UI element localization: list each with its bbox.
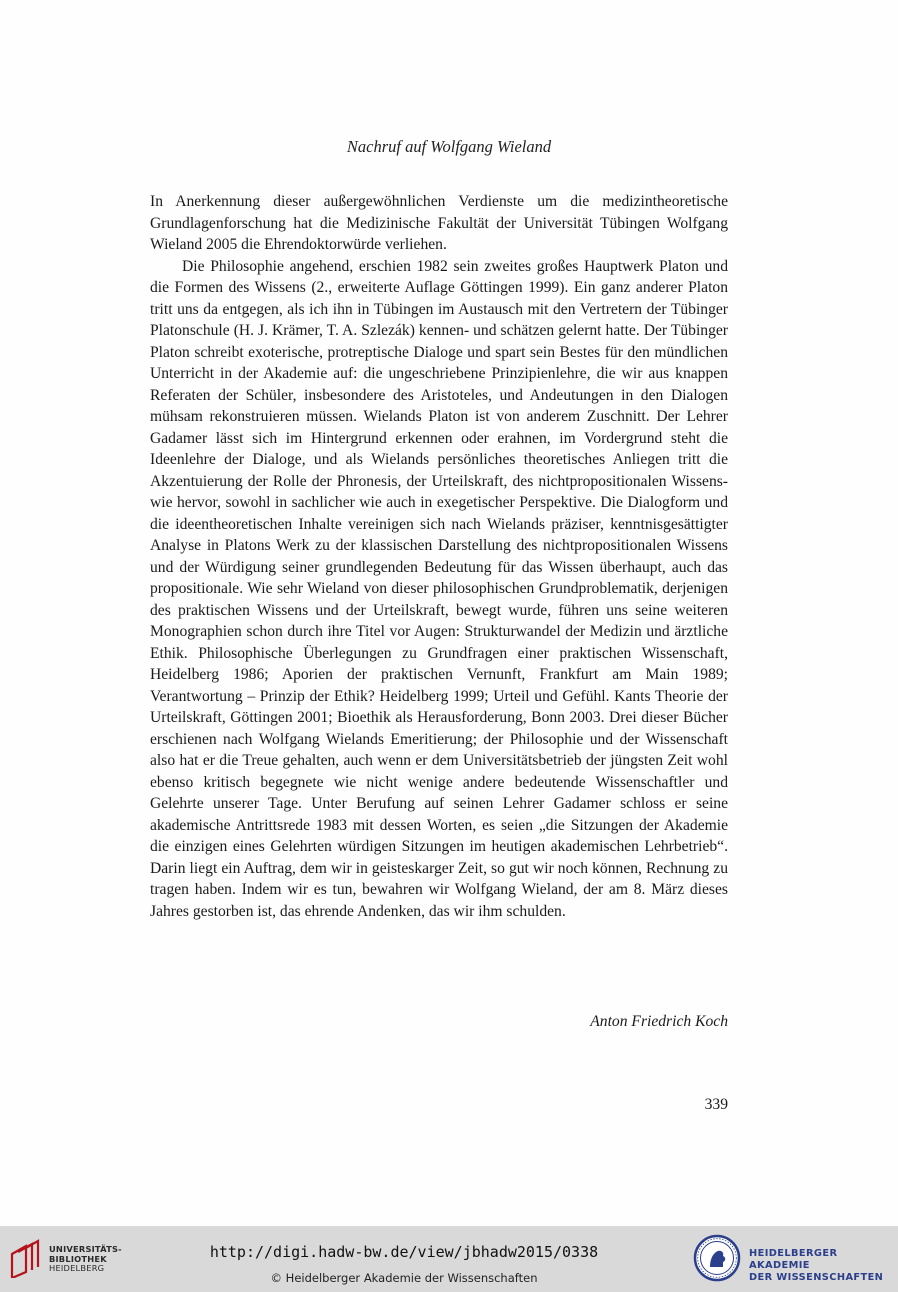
academy-seal-icon — [693, 1234, 741, 1282]
running-head: Nachruf auf Wolfgang Wieland — [346, 137, 552, 156]
academy-logo[interactable] — [693, 1234, 893, 1284]
page-number: 339 — [704, 1096, 728, 1113]
copyright-notice: © Heidelberger Akademie der Wissenschaften — [270, 1271, 538, 1285]
paragraph: Die Philosophie angehend, erschien 1982 sein zweites großes Hauptwerk Platon und die Formen des Wissens (2., erweiterte Auflage Göttingen 1999). Ein ganz anderer Platon tritt uns da entgegen, als ich ihn in Tübingen im Austausch mit den Vertretern der Tübinger Platonschule (H. J. Krämer, T. A. Szlezák) kennen- und schätzen gelernt hatte. Der Tübinger Platon schreibt exoterische, protreptische Dialoge und spart sein Bestes für den mündlichen Unterricht in der Akademie auf: die ungeschriebene Prinzipienlehre, die wir aus knappen Referaten der Schüler, insbesondere des Aristoteles, und Andeutungen in den Dialogen mühsam rekonstruieren müssen. Wielands Platon ist von anderem Zuschnitt. Der Lehrer Gadamer lässt sich im Hintergrund erkennen oder erahnen, im Vordergrund steht die Ideenlehre der Dialoge, und als Wielands persönliches theoretisches Anliegen tritt die Akzentuierung der Rolle der Phronesis, der Urteilskraft, des nichtpropositionalen Wissens-wie hervor, sowohl in sachlicher wie auch in exegetischer Perspektive. Die Dialogform und die ideentheoretischen Inhalte vereinigen sich nach Wielands präziser, kenntnisgesättigter Analyse in Platons Werk zu der klassischen Darstellung des nichtpropositionalen Wissens und der Würdigung seiner grundlegenden Bedeutung für das Wissen überhaupt, auch das propositionale. Wie sehr Wieland von dieser philosophischen Grundproblematik, derjenigen des praktischen Wissens und der Urteilskraft, bewegt wurde, führen uns seine weiteren Monographien schon durch ihre Titel vor Augen: Strukturwandel der Medizin und ärztliche Ethik. Philosophische Überlegungen zu Grundfragen einer praktischen Wissenschaft, Heidelberg 1986; Aporien der praktischen Vernunft, Frankfurt am Main 1989; Verantwortung – Prinzip der Ethik? Heidelberg 1999; Urteil und Gefühl. Kants Theorie der Urteilskraft, Göttingen 2001; Bioethik als Herausforderung, Bonn 2003. Drei dieser Bücher erschienen nach Wolfgang Wielands Emeritierung; der Philosophie und der Wissenschaft also hat er die Treue gehalten, auch wenn er dem Universitätsbetrieb der jüngsten Zeit wohl ebenso kritisch begegnete wie nicht wenige andere bedeutende Wissenschaftler und Gelehrte unserer Tage. Unter Berufung auf seinen Lehrer Gadamer schloss er seine akademische Antrittsrede 1983 mit dessen Worten, es seien „die Sitzungen der Akademie die einzigen eines Gelehrten würdigen Sitzungen im heutigen akademischen Lehrbetrieb“. Darin liegt ein Auftrag, dem wir in geisteskarger Zeit, so gut wir noch können, Rechnung zu tragen haben. Indem wir es tun, bewahren wir Wolfgang Wieland, der am 8. März dieses Jahres gestorben ist, das ehrende Andenken, das wir ihm schulden. — [150, 257, 728, 920]
academy-name — [749, 1248, 893, 1284]
library-name-line: UNIVERSITÄTS- — [49, 1244, 122, 1254]
author-signature: Anton Friedrich Koch — [590, 1013, 728, 1030]
body-text — [150, 191, 728, 922]
academy-name-line: HEIDELBERGER AKADEMIE — [749, 1248, 838, 1271]
academy-name-line: DER WISSENSCHAFTEN — [749, 1272, 884, 1283]
viewer-footer — [0, 1226, 898, 1292]
paragraph: In Anerkennung dieser außergewöhnlichen Verdienste um die medizintheoretische Grundlagenforschung hat die Medizinische Fakultät der Universität Tübingen Wolfgang Wieland 2005 die Ehrendoktorwürde verliehen. — [150, 193, 728, 253]
library-name-line: HEIDELBERG — [49, 1263, 105, 1273]
permalink-url[interactable]: http://digi.hadw-bw.de/view/jbhadw2015/0338 — [209, 1243, 599, 1261]
library-name-line: BIBLIOTHEK — [49, 1253, 107, 1264]
